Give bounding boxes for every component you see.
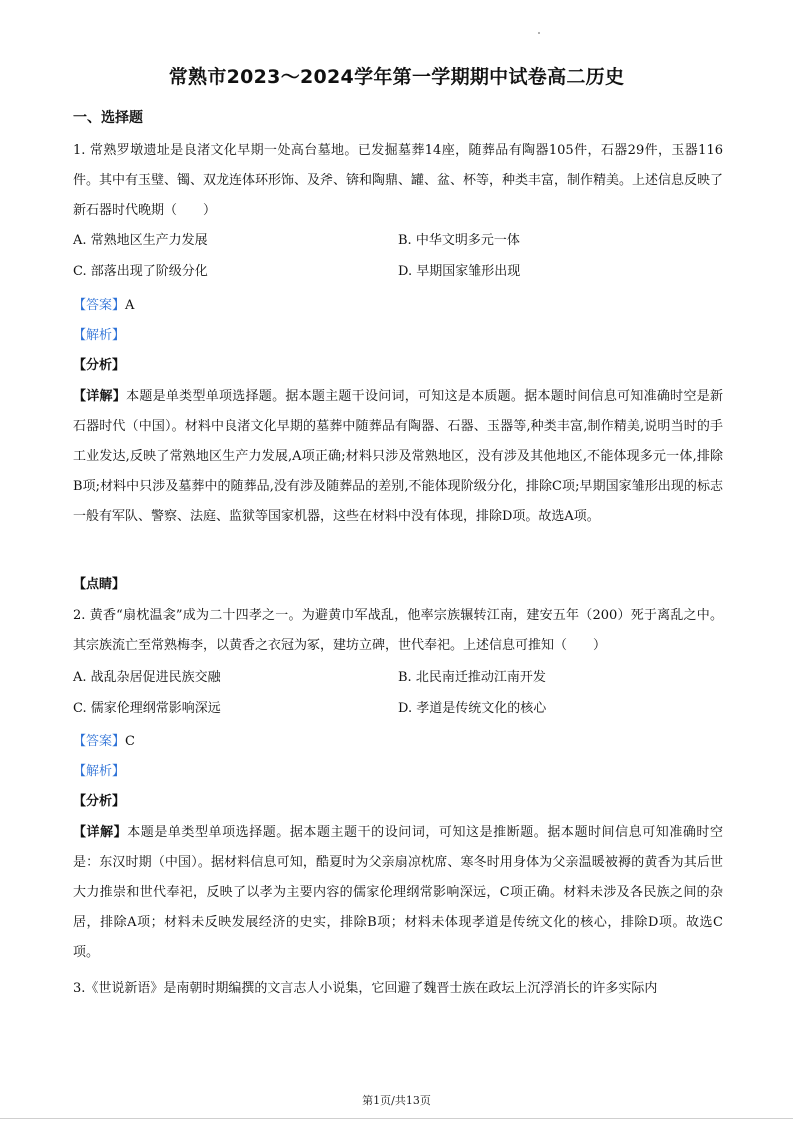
q1-option-c: C. 部落出现了阶级分化 <box>73 264 208 279</box>
q1-answer-line <box>73 296 134 316</box>
q2-option-b: B. 北民南迁推动江南开发 <box>398 670 546 685</box>
q1-detail-text: 本题是单类型单项选择题。据本题主题干设问词，可知这是本质题。据本题时间信息可知准确时空是新石器时代（中国）。材料中良渚文化早期的墓葬中随葬品有陶器、石器、玉器等,种类丰富,制作精美,说明当时的手工业发达,反映了常熟地区生产力发展,A项正确;材料只涉及常熟地区，没有涉及其他地区,不能体现多元一体,排除B项;材料中只涉及墓葬中的随葬品,没有涉及随葬品的差别,不能体现阶级分化，排除C项;早期国家雏形出现的标志一般有军队、警察、法庭、监狱等国家机器，这些在材料中没有体现，排除D项。故选A项。 <box>73 389 723 524</box>
question-2-stem: 2. 黄香“扇枕温衾”成为二十四孝之一。为避黄巾军战乱，他率宗族辗转江南，建安五年（200）死于离乱之中。其宗族流亡至常熟梅李，以黄香之衣冠为冢，建坊立碑，世代奉祀。上述信息可推知（ ） <box>73 608 723 653</box>
question-3-stem: 3.《世说新语》是南朝时期编撰的文言志人小说集，它回避了魏晋士族在政坛上沉浮消长的许多实际内 <box>73 981 658 996</box>
q1-answer-value: A <box>125 298 135 313</box>
q2-detail-text: 本题是单类型单项选择题。据本题主题干的设问词，可知这是推断题。据本题时间信息可知准确时空是：东汉时期（中国）。据材料信息可知，酷夏时为父亲扇凉枕席、寒冬时用身体为父亲温暖被褥的黄香为其后世大力推崇和世代奉祀，反映了以孝为主要内容的儒家伦理纲常影响深远，C项正确。材料未涉及各民族之间的杂居，排除A项；材料未反映发展经济的史实，排除B项；材料未体现孝道是传统文化的核心，排除D项。故选C项。 <box>73 825 723 960</box>
q2-answer-value: C <box>125 734 135 749</box>
q2-jiexi-tag: 【解析】 <box>73 764 126 779</box>
q2-option-a: A. 战乱杂居促进民族交融 <box>73 670 221 685</box>
q1-detail-tag: 【详解】 <box>73 389 127 404</box>
q1-option-d: D. 早期国家雏形出现 <box>398 264 521 279</box>
q2-option-d: D. 孝道是传统文化的核心 <box>398 701 547 716</box>
q2-answer-tag: 【答案】 <box>73 734 126 749</box>
q2-detail <box>73 818 723 968</box>
q1-dianjing-tag: 【点睛】 <box>73 577 126 592</box>
q1-detail <box>73 382 723 532</box>
q1-jiexi-tag: 【解析】 <box>73 328 126 343</box>
document-title: 常熟市2023～2024学年第一学期期中试卷高二历史 <box>168 66 625 88</box>
q2-detail-tag: 【详解】 <box>73 825 128 840</box>
q2-fenxi-tag: 【分析】 <box>73 794 126 809</box>
section-heading: 一、选择题 <box>73 110 143 126</box>
q1-fenxi-tag: 【分析】 <box>73 358 126 373</box>
q1-answer-tag: 【答案】 <box>73 298 126 313</box>
q1-option-b: B. 中华文明多元一体 <box>398 233 520 248</box>
q1-option-a: A. 常熟地区生产力发展 <box>73 233 208 248</box>
scan-dot <box>538 32 540 34</box>
q2-answer-line <box>73 732 135 752</box>
q2-option-c: C. 儒家伦理纲常影响深远 <box>73 701 221 716</box>
footer-divider <box>0 1118 793 1119</box>
page-number: 第1页/共13页 <box>362 1094 431 1107</box>
question-1-stem: 1. 常熟罗墩遗址是良渚文化早期一处高台墓地。已发掘墓葬14座，随葬品有陶器105件，石器29件，玉器116件。其中有玉璧、镯、双龙连体环形饰、及斧、锛和陶鼎、罐、盆、杯等，种类丰富，制作精美。上述信息反映了新石器时代晚期（ ） <box>73 143 724 218</box>
